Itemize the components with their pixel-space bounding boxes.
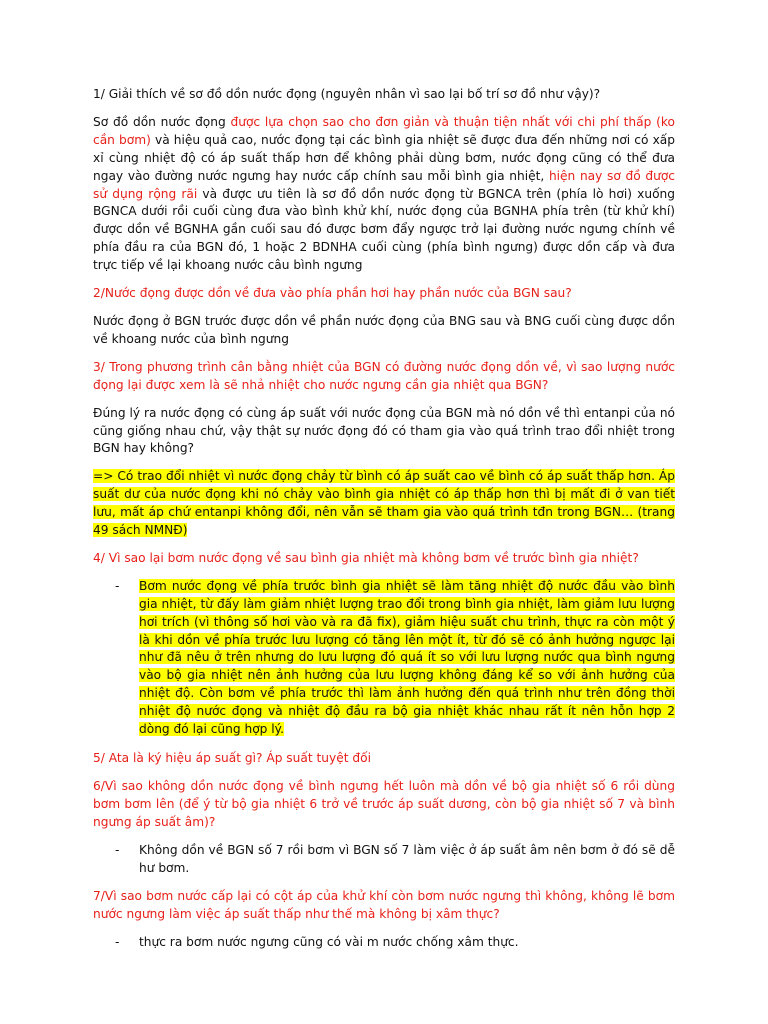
question-4: 4/ Vì sao lại bơm nước đọng về sau bình gia nhiệt mà không bơm về trước bình gia nhiệt? — [93, 550, 639, 565]
answer-3-highlight-text: => Có trao đổi nhiệt vì nước đọng chảy từ bình có áp suất cao về bình có áp suất thấp hơn. Áp suất dư của nước đọng khi nó chảy vào bình gia nhiệt có áp thấp hơn thì bị mất đi ở van tiết lưu, mất áp chứ entanpi không đổi, nên vẫn sẽ tham gia vào quá trình tđn trong BGN… (trang 49 sách NMNĐ) — [93, 469, 675, 538]
answer-2: Nước đọng ở BGN trước được dồn về phần nước đọng của BNG sau và BNG cuối cùng được dồn về khoang nước của bình ngưng — [93, 313, 675, 346]
document-page — [93, 86, 675, 963]
answer-4-list — [93, 578, 675, 739]
question-3: 3/ Trong phương trình cân bằng nhiệt của BGN có đường nước đọng dồn về, vì sao lượng nước đọng lại được xem là sẽ nhả nhiệt cho nước ngưng cần gia nhiệt qua BGN? — [93, 359, 675, 392]
answer-1-text-c: và được ưu tiên là sơ đồ dồn nước đọng từ BGNCA trên (phía lò hơi) xuống BGNCA dưới rồi cuối cùng đưa vào bình khử khí, nước đọng của BGNHA phía trên (từ khử khí) được dồn về BGNHA gần cuối sau đó được bơm đẩy ngược trở lại đường nước ngưng chính về phía đầu ra của BGN đó, 1 hoặc 2 BDNHA cuối cùng (phía bình ngưng) được dồn cấp và đưa trực tiếp về lại khoang nước câu bình ngưng — [93, 186, 675, 273]
answer-7-text: thực ra bơm nước ngưng cũng có vài m nước chống xâm thực. — [139, 935, 519, 950]
list-item — [93, 934, 675, 952]
bullet-dash: - — [115, 578, 120, 593]
question-6: 6/Vì sao không dồn nước đọng về bình ngưng hết luôn mà dồn về bộ gia nhiệt số 6 rồi dùng bơm bơm lên (để ý từ bộ gia nhiệt 6 trở về trước áp suất dương, còn bộ gia nhiệt số 7 và bình ngưng áp suất âm)? — [93, 778, 675, 829]
answer-1 — [93, 114, 675, 275]
answer-1-text-b: và hiệu quả cao, nước đọng tại các bình gia nhiệt sẽ được đưa đến những nơi có xấp xỉ cùng nhiệt độ có áp suất thấp hơn để không phải dùng bơm, nước đọng cũng có thể đưa ngay vào đường nước ngưng hay nước cấp chính sau mỗi bình gia nhiệt, — [93, 132, 675, 183]
answer-3-highlight — [93, 468, 675, 540]
question-2: 2/Nước đọng được dồn về đưa vào phía phần hơi hay phần nước của BGN sau? — [93, 286, 572, 301]
bullet-dash: - — [115, 842, 120, 857]
question-1: 1/ Giải thích về sơ đồ dồn nước đọng (nguyên nhân vì sao lại bố trí sơ đồ như vậy)? — [93, 87, 601, 101]
bullet-dash: - — [115, 935, 120, 950]
answer-1-text-a: Sơ đồ dồn nước đọng — [93, 114, 231, 129]
answer-6-text: Không dồn về BGN số 7 rồi bơm vì BGN số 7 làm việc ở áp suất âm nên bơm ở đó sẽ dễ hư bơm. — [139, 842, 675, 875]
answer-4-text: Bơm nước đọng về phía trước bình gia nhiệt sẽ làm tăng nhiệt độ nước đầu vào bình gia nhiệt, từ đấy làm giảm nhiệt lượng trao đổi trong bình gia nhiệt, làm giảm lưu lượng hơi trích (vì thông số hơi vào và ra đã fix), giảm hiệu suất chu trình, thực ra còn một ý là khi dồn về phía trước lưu lượng có tăng lên một ít, từ đó sẽ có ảnh hưởng ngược lại như đã nêu ở trên nhưng do lưu lượng đó quá ít so với lưu lượng nước qua bình ngưng vào bộ gia nhiệt nên ảnh hưởng của lưu lượng không đáng kể so với ảnh hưởng của nhiệt độ. Còn bơm về phía trước thì làm ảnh hưởng đến quá trình như trên đồng thời nhiệt độ nước đọng và nhiệt độ đầu ra bộ gia nhiệt khác nhau rất ít nên hỗn hợp 2 dòng đó lại cũng hợp lý. — [139, 578, 675, 737]
answer-6-list — [93, 842, 675, 878]
question-5: 5/ Ata là ký hiệu áp suất gì? Áp suất tuyệt đối — [93, 751, 371, 765]
answer-3: Đúng lý ra nước đọng có cùng áp suất với nước đọng của BGN mà nó dồn về thì entanpi của nó cũng giống nhau chứ, vậy thật sự nước đọng đó có tham gia vào quá trình trao đổi nhiệt trong BGN hay không? — [93, 405, 675, 456]
list-item — [93, 578, 675, 739]
question-7: 7/Vì sao bơm nước cấp lại có cột áp của khử khí còn bơm nước ngưng thì không, không lẽ bơm nước ngưng làm việc áp suất thấp như thế mà không bị xâm thực? — [93, 889, 675, 922]
answer-1-red-b: hiện nay sơ đồ được sử dụng rộng rãi — [93, 168, 675, 201]
answer-1-red-a: được lựa chọn sao cho đơn giản và thuận tiện nhất với chi phí thấp (ko cần bơm) — [93, 114, 675, 147]
list-item — [93, 842, 675, 878]
answer-7-list — [93, 934, 675, 952]
